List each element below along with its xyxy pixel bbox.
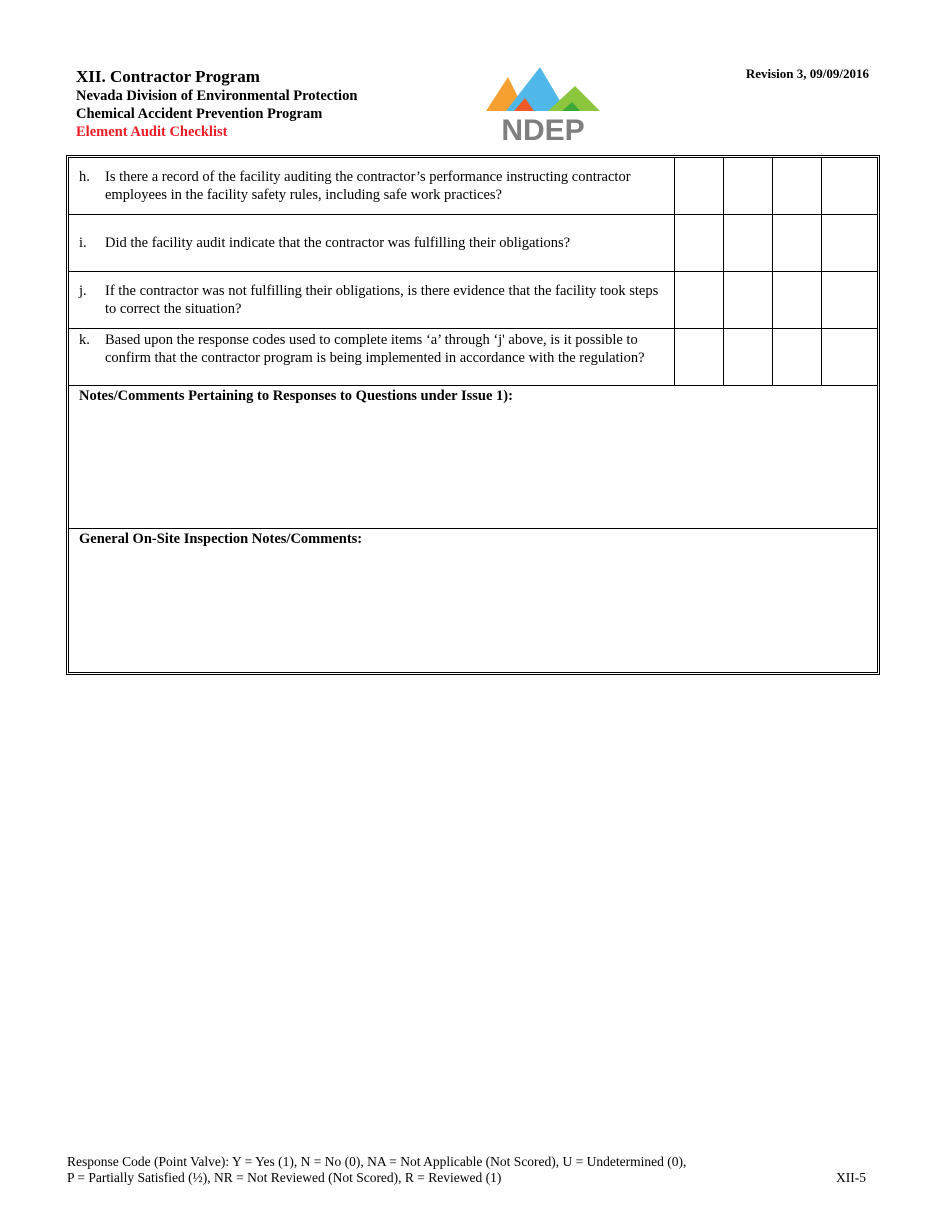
question-text: Is there a record of the facility auditing the contractor’s performance instructing contractor employees in the facility safety rules, including safe work practices? bbox=[105, 169, 631, 203]
revision-label: Revision 3, 09/09/2016 bbox=[745, 66, 869, 81]
question-cell bbox=[69, 272, 674, 328]
response-code-legend bbox=[67, 1154, 686, 1186]
legend-line-2: P = Partially Satisfied (½), NR = Not Reviewed (Not Scored), R = Reviewed (1) bbox=[67, 1170, 502, 1185]
response-box[interactable] bbox=[821, 215, 869, 271]
question-row-i bbox=[69, 215, 877, 272]
legend-line-1: Response Code (Point Valve): Y = Yes (1), N = No (0), NA = Not Applicable (Not Scored), U = Undetermined (0), bbox=[67, 1154, 687, 1169]
question-text: Did the facility audit indicate that the contractor was fulfilling their obligations? bbox=[105, 235, 571, 251]
issue-notes-area[interactable] bbox=[69, 386, 877, 529]
question-cell bbox=[69, 158, 674, 214]
question-text: If the contractor was not fulfilling their obligations, is there evidence that the facility took steps to correct the situation? bbox=[105, 283, 659, 317]
response-box[interactable] bbox=[674, 215, 723, 271]
question-letter: i. bbox=[79, 235, 87, 251]
response-box[interactable] bbox=[723, 215, 772, 271]
program-name: Chemical Accident Prevention Program bbox=[76, 106, 323, 122]
question-row-j bbox=[69, 272, 877, 329]
question-cell bbox=[69, 215, 674, 271]
question-row-h bbox=[69, 158, 877, 215]
question-letter: j. bbox=[79, 283, 87, 299]
response-box[interactable] bbox=[821, 272, 869, 328]
response-box[interactable] bbox=[772, 272, 821, 328]
header-block bbox=[76, 66, 357, 141]
ndep-logo bbox=[484, 64, 602, 144]
response-box[interactable] bbox=[821, 158, 869, 214]
response-box[interactable] bbox=[821, 329, 869, 385]
logo-text: NDEP bbox=[501, 114, 585, 144]
page-number: XII-5 bbox=[836, 1170, 866, 1185]
general-notes-label: General On-Site Inspection Notes/Comments: bbox=[79, 531, 363, 547]
checklist-label: Element Audit Checklist bbox=[76, 124, 228, 140]
question-cell bbox=[69, 329, 674, 385]
question-letter: h. bbox=[79, 169, 90, 185]
response-box[interactable] bbox=[772, 329, 821, 385]
response-box[interactable] bbox=[772, 158, 821, 214]
response-box[interactable] bbox=[674, 158, 723, 214]
issue-notes-label: Notes/Comments Pertaining to Responses to Questions under Issue 1): bbox=[79, 388, 513, 404]
response-box[interactable] bbox=[723, 329, 772, 385]
response-box[interactable] bbox=[674, 329, 723, 385]
checklist-table bbox=[66, 155, 880, 675]
response-box[interactable] bbox=[723, 272, 772, 328]
question-text: Based upon the response codes used to complete items ‘a’ through ‘j' above, is it possible to confirm that the contractor program is being implemented in accordance with the regulation? bbox=[105, 332, 645, 366]
question-letter: k. bbox=[79, 332, 90, 348]
response-box[interactable] bbox=[772, 215, 821, 271]
response-box[interactable] bbox=[723, 158, 772, 214]
question-row-k bbox=[69, 329, 877, 386]
section-title: XII. Contractor Program bbox=[76, 67, 260, 86]
response-box[interactable] bbox=[674, 272, 723, 328]
org-name: Nevada Division of Environmental Protection bbox=[76, 88, 358, 104]
general-notes-area[interactable] bbox=[69, 529, 877, 672]
